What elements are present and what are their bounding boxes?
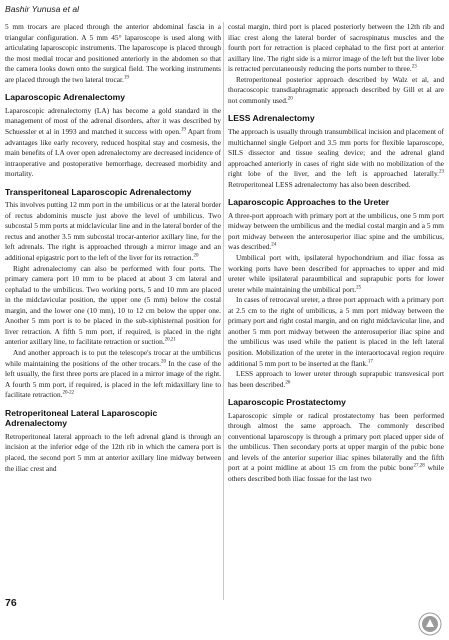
right-column (228, 22, 444, 606)
column-divider (223, 22, 224, 600)
ref: 20 (160, 359, 166, 365)
paragraph (228, 411, 444, 485)
text: This involves putting 12 mm port in the umbilicus or at the lateral border of rectus abdominis muscle just above the level of umbilicus. Two subcostal 5 mm ports at midclavicular line and in the lateral border of the rectus and another 3.5 mm subcostal trocar-anterior axillary line, for the left adrenals. The right is approached through a mirror image and an additional epigastric port to the left of the liver for its retraction. (5, 200, 221, 263)
ref: 25 (356, 285, 362, 291)
ref: 20,21 (164, 337, 176, 343)
paragraph (5, 200, 221, 263)
section-heading: Transperitoneal Laparoscopic Adrenalectomy (5, 186, 192, 197)
left-column (5, 22, 221, 606)
paragraph (228, 211, 444, 253)
text: LESS approach to lower ureter through suprapubic transvesical port has been described. (228, 369, 444, 389)
ref: 26 (285, 380, 291, 386)
text: In the case of the left usually, the first three ports are placed in a mirror image of the right. A fourth 5 mm port, if required, is placed in the left midaxillary line to facilitate retraction. (5, 358, 221, 400)
text: Umbilical port with, ipsilateral hypochondrium and iliac fossa as working ports have been described for approaches to upper and mid ureter while ipsilateral paraumbilical and suprapubic ports for lower ureter while maintaining the umbilical port. (228, 253, 444, 294)
ref: 19 (180, 127, 186, 133)
text: costal margin, third port is placed posteriorly between the 12th rib and iliac crest along the lateral border of sacrospinatus muscles and the fourth port for retraction is placed cephalad to the first port at anterior axillary line. The right side is a mirror image of the left but the liver lobe is retracted percutaneously reducing the ports number to three. (228, 22, 444, 74)
section-heading: LESS Adrenalectomy (228, 113, 315, 124)
text: Laparoscopic adrenalectomy (LA) has become a gold standard in the management of most of the adrenal disorders, after it was described by Schuessler et al in 1993 and matched it success with open. (5, 105, 221, 136)
ref: 19 (123, 75, 129, 81)
paragraph (5, 264, 221, 348)
paragraph (5, 22, 221, 85)
two-column-body (5, 22, 444, 606)
ref: 23 (439, 169, 444, 175)
paragraph (228, 127, 444, 190)
paragraph (228, 75, 444, 107)
text: And another approach is to put the telescope's trocar at the umbilicus while maintaining the positions of the other trocars. (5, 347, 221, 368)
section-heading: Laparoscopic Adrenalectomy (5, 92, 126, 103)
ref: 23 (411, 64, 417, 70)
paragraph (228, 22, 444, 75)
ref: 17 (367, 359, 373, 365)
text: 5 mm trocars are placed through the anterior abdominal fascia in a triangular configuration. A 5 mm 45° laparoscope is used along with articulating laparoscopic instruments. The laparoscope is placed through the most medial trocar and positioned anteriorly in the abdomen so that the camera looks down onto the surgical field. The working instruments are placed through the two lateral trocar. (5, 22, 221, 84)
running-head: Bashir Yunusa et al (5, 4, 80, 14)
ref: 20 (287, 96, 293, 102)
ref: 24 (271, 243, 277, 249)
text: The approach is usually through transumbilical incision and placement of multichannel single Gelport and 3.5 mm ports for flexible laparoscope, SILS dissector and tissue sealing device; and the adrenal gland approached anteriorly in cases of right side with no mobilization of the right lobe of the liver, and the left is approached laterally. (228, 126, 444, 179)
text: Apart from advantages like early recovery, reduced hospital stay and cosmesis, the main benefits of LA over open adrenalectomy are decreased incidence of intraoperative and postoperative hemorrhage, decreased morbidity and mortality. (5, 126, 221, 179)
section-heading: Laparoscopic Approaches to the Ureter (228, 197, 390, 208)
paragraph (5, 106, 221, 180)
section-heading: Laparoscopic Prostatectomy (228, 397, 346, 408)
text: Right adrenalectomy can also be performed with four ports. The primary camera port 10 mm to be placed at about 3 cm lateral and cephalad to the umbilicus. Two working ports, 5 and 10 mm are placed in the midclavicular position, the upper one (5 mm) below the costal margin, and the lower one (10 mm), 10 to 12 cm below the upper one. Another 5 mm port is to be placed in the sub-xiphisternal position for liver retraction. A fifth 5 mm port, if required, is placed in the right anterior axillary line, to facilitate retraction or suction. (5, 263, 221, 347)
section-heading: Retroperitoneal Lateral Laparoscopic Adrenalectomy (5, 407, 158, 429)
paragraph (228, 295, 444, 369)
ref: 20-22 (62, 390, 75, 396)
page-number: 76 (5, 597, 17, 609)
text: Retroperitoneal LESS adrenalectomy has also been described. (228, 179, 411, 189)
paragraph (5, 432, 221, 474)
paragraph (228, 369, 444, 390)
text: Retroperitoneal lateral approach to the left adrenal gland is through an incision at the inferior edge of the 12th rib in which the camera port is placed, the second port 5 mm at anterior axillary line midway between the iliac crest and (5, 431, 221, 473)
text: Laparoscopic simple or radical prostatectomy has been performed through almost the same approach. The commonly described conventional laparoscopy is through a primary port placed upper side of the umbilicus. Then secondary ports at upper margin of the pubic bone and levels of the anterior superior iliac spines bilaterally and the fifth port at a point midline at about 15 cm from the pubic bone (228, 410, 444, 473)
ref: 20 (193, 253, 199, 259)
ref: 27,28 (413, 464, 425, 470)
paragraph (228, 253, 444, 295)
text: while others described both iliac fossae for the last two (228, 463, 444, 484)
paragraph (5, 348, 221, 401)
text: A three-port approach with primary port at the umbilicus, one 5 mm port midway between the umbilicus and the medial costal margin and a 5 mm port midway between the anterosuperior iliac spine and the umbilicus, was described. (228, 210, 444, 252)
publisher-seal-icon (418, 612, 442, 636)
text: Retroperitoneal posterior approach described by Walz et al, and thoracoscopic transdiaphragmatic approach described by Gill et al are not commonly used. (228, 74, 444, 105)
text: In cases of retrocaval ureter, a three port approach with a primary port at 2.5 cm to the right of umbilicus, a 5 mm port midway between the primary port and right costal margin, and on right midclavicular line, and another 5 mm port midway between the anterosuperior iliac spine and the umbilicus was used while the patient is placed in the left lateral position. Mobilization of the ureter in the interaortocaval region require additional 5 mm port to be inserted at the flank. (228, 295, 444, 368)
